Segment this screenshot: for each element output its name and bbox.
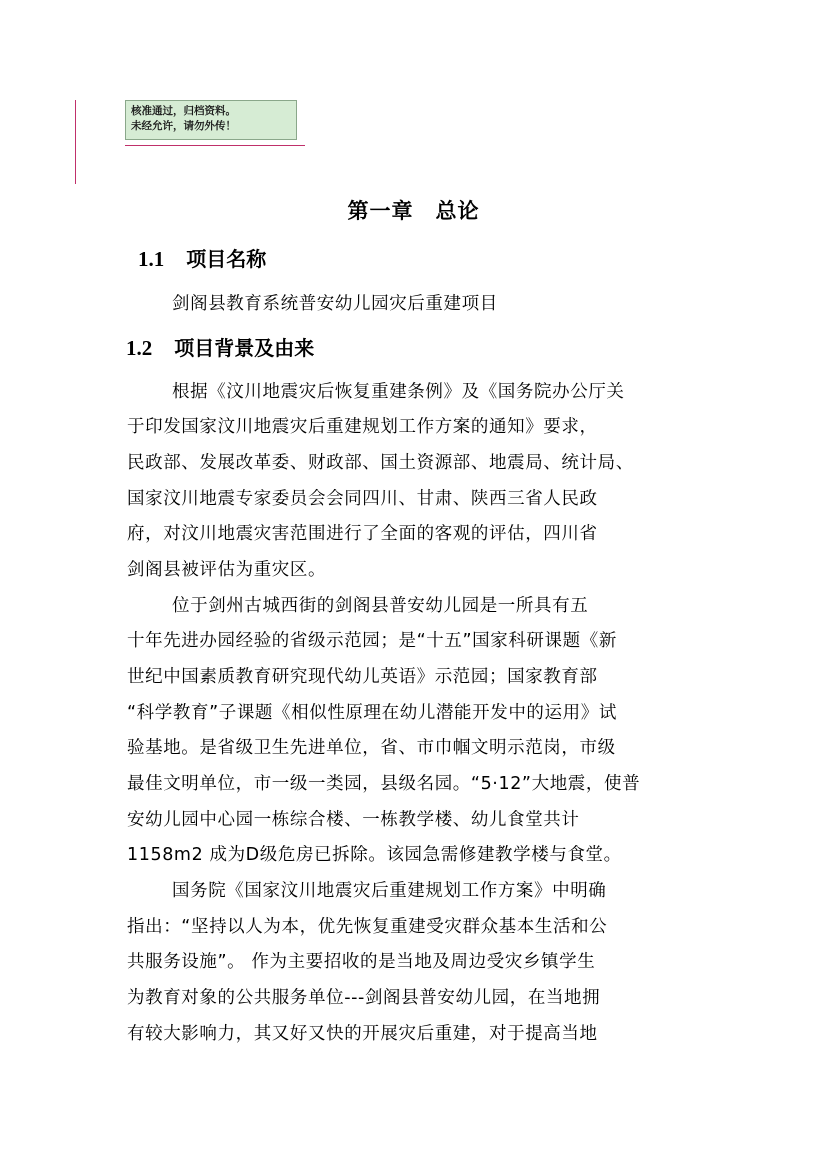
body-line: 最佳文明单位，市一级一类园，县级名园。“5·12”大地震，使普	[127, 774, 641, 794]
section-heading-1-1	[138, 243, 266, 272]
body-line: 1158m2 成为D级危房已拆除。该园急需修建教学楼与食堂。	[127, 845, 622, 865]
body-line: 验基地。是省级卫生先进单位，省、市巾帼文明示范岗，市级	[127, 738, 616, 758]
body-line: 府，对汶川地震灾害范围进行了全面的客观的评估，四川省	[127, 524, 598, 544]
section-title: 项目背景及由来	[174, 336, 315, 360]
chapter-number: 第一章	[347, 199, 414, 223]
body-line: “科学教育”子课题《相似性原理在幼儿潜能开发中的运用》试	[127, 703, 617, 723]
body-line: 世纪中国素质教育研究现代幼儿英语》示范园；国家教育部	[127, 667, 598, 687]
approval-stamp	[125, 100, 297, 140]
stamp-line-2: 未经允许，请勿外传！	[131, 120, 236, 132]
margin-rule	[75, 100, 76, 184]
body-line: 国务院《国家汶川地震灾后重建规划工作方案》中明确	[172, 881, 607, 901]
chapter-title: 总论	[435, 199, 480, 223]
body-line: 位于剑州古城西街的剑阁县普安幼儿园是一所具有五	[172, 596, 589, 616]
chapter-heading	[0, 195, 827, 225]
body-line: 共服务设施”。 作为主要招收的是当地及周边受灾乡镇学生	[127, 952, 596, 972]
body-line: 国家汶川地震专家委员会会同四川、甘肃、陕西三省人民政	[127, 489, 598, 509]
stamp-line-1: 核准通过，归档资料。	[131, 105, 236, 117]
body-line: 十年先进办园经验的省级示范园；是“十五”国家科研课题《新	[127, 631, 617, 651]
body-line: 于印发国家汶川地震灾后重建规划工作方案的通知》要求，	[127, 417, 598, 437]
section-number: 1.1	[138, 247, 165, 271]
section-heading-1-2	[126, 332, 314, 361]
body-line: 为教育对象的公共服务单位---剑阁县普安幼儿园，在当地拥	[127, 988, 601, 1008]
section-title: 项目名称	[186, 247, 267, 271]
body-line: 安幼儿园中心园一栋综合楼、一栋教学楼、幼儿食堂共计	[127, 810, 580, 830]
section-number: 1.2	[126, 336, 153, 360]
body-line: 民政部、发展改革委、财政部、国土资源部、地震局、统计局、	[127, 453, 634, 473]
project-name-text: 剑阁县教育系统普安幼儿园灾后重建项目	[172, 294, 498, 314]
body-line: 有较大影响力，其又好又快的开展灾后重建，对于提高当地	[127, 1024, 598, 1044]
stamp-underline	[125, 145, 305, 146]
body-line: 根据《汶川地震灾后恢复重建条例》及《国务院办公厅关	[172, 382, 625, 402]
body-line: 剑阁县被评估为重灾区。	[127, 560, 327, 580]
body-line: 指出：“坚持以人为本，优先恢复重建受灾群众基本生活和公	[127, 917, 608, 937]
